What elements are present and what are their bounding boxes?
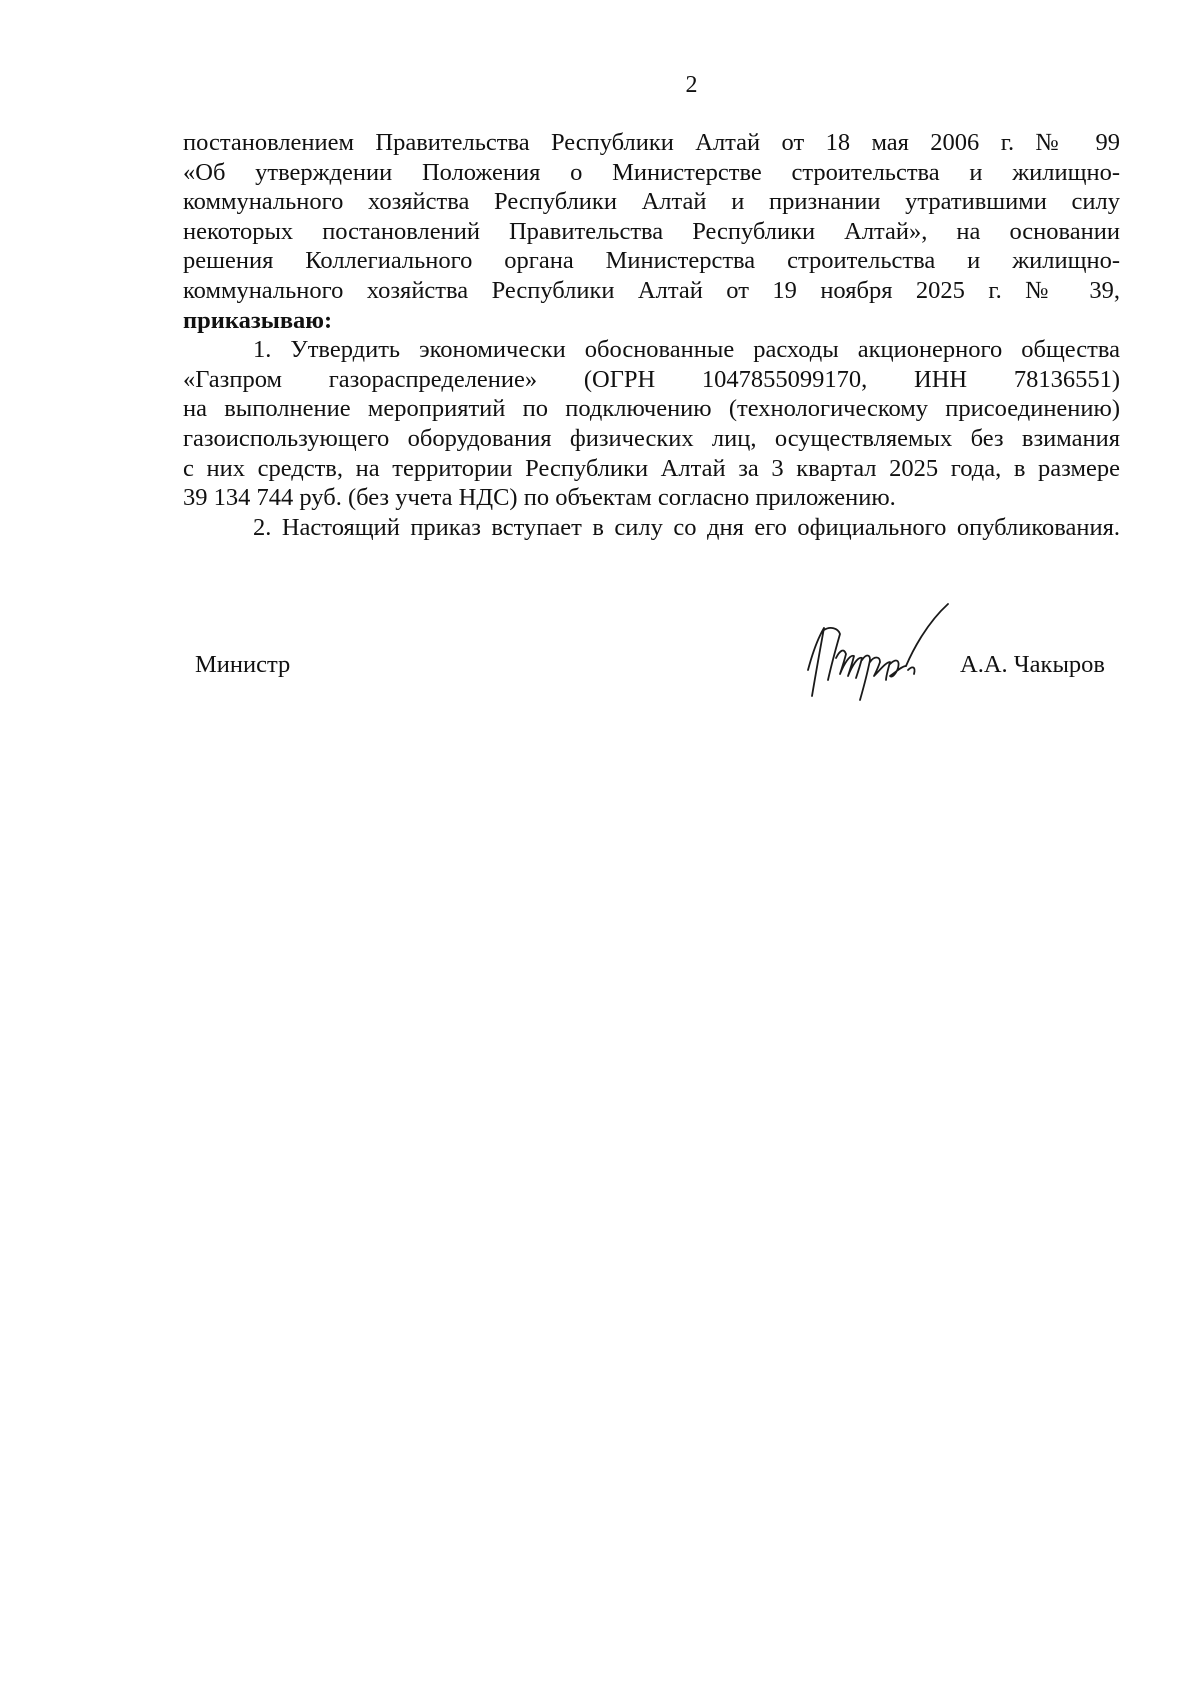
- body-line: некоторых постановлений Правительства Республики Алтай», на основании: [183, 217, 1120, 245]
- item-1-line: на выполнение мероприятий по подключению (технологическому присоединению): [183, 395, 1120, 423]
- signature-block: [0, 600, 1200, 720]
- order-word: приказываю:: [183, 306, 333, 334]
- document-body: [183, 128, 1120, 542]
- body-line: постановлением Правительства Республики Алтай от 18 мая 2006 г. № 99: [183, 129, 1120, 156]
- item-1-line: газоиспользующего оборудования физических лиц, осуществляемых без взимания: [183, 424, 1120, 452]
- page-number: 2: [685, 72, 698, 98]
- signer-name: А.А. Чакыров: [960, 651, 1105, 678]
- body-line: коммунального хозяйства Республики Алтай и признании утратившими силу: [183, 188, 1120, 216]
- handwritten-signature: [800, 600, 960, 710]
- body-line: решения Коллегиального органа Министерства строительства и жилищно-: [183, 247, 1120, 275]
- item-1-line: «Газпром газораспределение» (ОГРН 1047855099170, ИНН 78136551): [183, 365, 1120, 393]
- body-line: коммунального хозяйства Республики Алтай от 19 ноября 2025 г. № 39,: [183, 276, 1120, 304]
- item-1-line: 39 134 744 руб. (без учета НДС) по объектам согласно приложению.: [183, 484, 896, 512]
- item-1-line: с них средств, на территории Республики Алтай за 3 квартал 2025 года, в размере: [183, 454, 1120, 482]
- item-1-line: 1. Утвердить экономически обоснованные расходы акционерного общества: [253, 336, 1120, 364]
- body-line: «Об утверждении Положения о Министерстве строительства и жилищно-: [183, 158, 1120, 186]
- item-2-line: 2. Настоящий приказ вступает в силу со дня его официального опубликования.: [253, 513, 1120, 541]
- signer-position: Министр: [195, 651, 291, 678]
